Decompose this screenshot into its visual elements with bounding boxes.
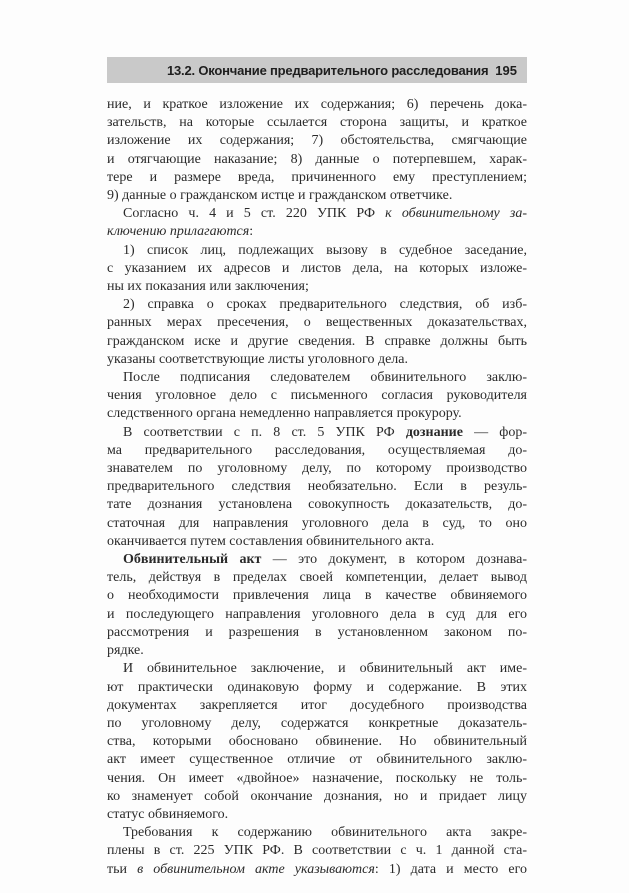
text-segment: В соответствии с п. 8 ст. 5 УПК РФ xyxy=(123,424,406,440)
text-line xyxy=(107,387,527,405)
text-line xyxy=(107,151,527,169)
text-segment: и отягчающие наказание; 8) данные о потерпевшем, харак- xyxy=(107,151,527,167)
text-segment: тере и размере вреда, причиненного ему преступлением; xyxy=(107,169,527,185)
text-segment: ма предварительного расследования, осуществляемая до- xyxy=(107,442,527,458)
running-header xyxy=(107,57,527,83)
text-segment: гражданском иске и другие сведения. В справке должны быть xyxy=(107,333,527,349)
text-line xyxy=(107,333,527,351)
text-segment: ют практически одинаковую форму и содержание. В этих xyxy=(107,679,527,695)
text-segment: чения уголовное дело с письменного согласия руководителя xyxy=(107,388,527,404)
text-line xyxy=(107,733,527,751)
text-segment: знавателем по уголовному делу, по которому производство xyxy=(107,461,527,477)
text-segment: — это документ, в котором дознава- xyxy=(261,552,527,568)
text-segment: указаны соответствующие листы уголовного дела. xyxy=(107,351,408,367)
text-line xyxy=(107,770,527,788)
text-line xyxy=(107,442,527,460)
text-segment: 9) данные о гражданском истце и гражданском ответчике. xyxy=(107,188,453,204)
text-line xyxy=(107,569,527,587)
text-segment: ние, и краткое изложение их содержания; 6) перечень дока- xyxy=(107,97,527,112)
text-line xyxy=(107,205,527,223)
text-line xyxy=(107,96,527,114)
text-line xyxy=(107,642,527,660)
text-segment: 2) справка о сроках предварительного следствия, об изб- xyxy=(123,297,527,313)
text-line xyxy=(107,478,527,496)
text-line xyxy=(107,296,527,314)
text-line xyxy=(107,351,527,369)
text-line xyxy=(107,460,527,478)
text-line xyxy=(107,587,527,605)
text-segment: тьи xyxy=(107,861,138,877)
text-segment: Согласно ч. 4 и 5 ст. 220 УПК РФ xyxy=(123,206,386,222)
text-segment: И обвинительное заключение, и обвинительный акт име- xyxy=(123,661,527,677)
text-segment: После подписания следователем обвинительного заклю- xyxy=(123,370,527,386)
bold-term: дознание xyxy=(405,424,463,440)
text-line xyxy=(107,169,527,187)
text-segment: ны их показания или заключения; xyxy=(107,279,309,295)
text-segment: ко знаменует собой окончание дознания, но и придает лицу xyxy=(107,788,527,804)
text-line xyxy=(107,260,527,278)
text-line xyxy=(107,551,527,569)
text-line xyxy=(107,496,527,514)
text-line xyxy=(107,242,527,260)
text-line xyxy=(107,606,527,624)
text-line xyxy=(107,788,527,806)
text-line xyxy=(107,679,527,697)
text-segment: документах закрепляется итог досудебного производства xyxy=(107,697,527,713)
text-line xyxy=(107,132,527,150)
text-line xyxy=(107,223,527,241)
text-segment: предварительного следствия необязательно. Если в резуль- xyxy=(107,479,527,495)
text-segment: ства, которыми обосновано обвинение. Но обвинительный xyxy=(107,734,527,750)
text-segment: статус обвиняемого. xyxy=(107,806,229,822)
italic-phrase: к обвинительному за- xyxy=(385,206,527,222)
text-line xyxy=(107,861,527,879)
text-segment: плены в ст. 225 УПК РФ. В соответствии с ч. 1 данной ста- xyxy=(107,843,527,859)
text-segment: 1) список лиц, подлежащих вызову в судебное заседание, xyxy=(123,242,527,258)
text-segment: и последующего направления уголовного дела в суд для его xyxy=(107,606,527,622)
text-segment: с указанием их адресов и листов дела, на которых изложе- xyxy=(107,260,527,276)
text-line xyxy=(107,405,527,423)
text-segment: рядке. xyxy=(107,643,144,659)
text-line xyxy=(107,515,527,533)
text-segment: по уголовному делу, содержатся конкретные доказатель- xyxy=(107,715,527,731)
text-segment: тате дознания установлена совокупность доказательств, до- xyxy=(107,497,527,513)
text-line xyxy=(107,114,527,132)
text-line xyxy=(107,314,527,332)
text-line xyxy=(107,697,527,715)
section-title: 13.2. Окончание предварительного расследования xyxy=(167,63,489,78)
text-segment: : 1) дата и место его xyxy=(374,861,528,877)
text-line xyxy=(107,751,527,769)
text-segment: акт имеет существенное отличие от обвинительного заклю- xyxy=(107,752,527,768)
text-segment: оканчивается путем составления обвинительного акта. xyxy=(107,533,435,549)
text-segment: статочная для направления уголовного дела в суд, то оно xyxy=(107,515,527,531)
body-text xyxy=(107,96,527,879)
text-line xyxy=(107,424,527,442)
italic-phrase: ключению прилагаются xyxy=(107,224,250,240)
text-line xyxy=(107,624,527,642)
bold-term: Обвинительный акт xyxy=(123,552,262,568)
italic-phrase: в обвинительном акте указываются xyxy=(137,861,375,877)
text-line xyxy=(107,187,527,205)
text-segment: — фор- xyxy=(462,424,528,440)
text-line xyxy=(107,806,527,824)
text-line xyxy=(107,533,527,551)
text-segment: зательств, на которые ссылается сторона защиты, и краткое xyxy=(107,115,527,131)
text-line xyxy=(107,824,527,842)
text-segment: следственного органа немедленно направляется прокурору. xyxy=(107,406,462,422)
text-segment: ранных мерах пресечения, о вещественных доказательствах, xyxy=(107,315,527,331)
text-segment: изложение их содержания; 7) обстоятельства, смягчающие xyxy=(107,133,527,149)
text-line xyxy=(107,715,527,733)
text-segment: чения. Он имеет «двойное» назначение, поскольку не толь- xyxy=(107,770,527,786)
text-line xyxy=(107,842,527,860)
page-number: 195 xyxy=(495,63,517,78)
text-segment: тель, действуя в пределах своей компетенции, делает вывод xyxy=(107,570,527,586)
text-segment: : xyxy=(249,224,254,240)
text-line xyxy=(107,278,527,296)
text-line xyxy=(107,369,527,387)
text-segment: рассмотрения и разрешения в установленном законом по- xyxy=(107,624,527,640)
text-line xyxy=(107,660,527,678)
text-segment: Требования к содержанию обвинительного акта закре- xyxy=(123,825,527,841)
text-segment: о необходимости привлечения лица в качестве обвиняемого xyxy=(107,588,527,604)
